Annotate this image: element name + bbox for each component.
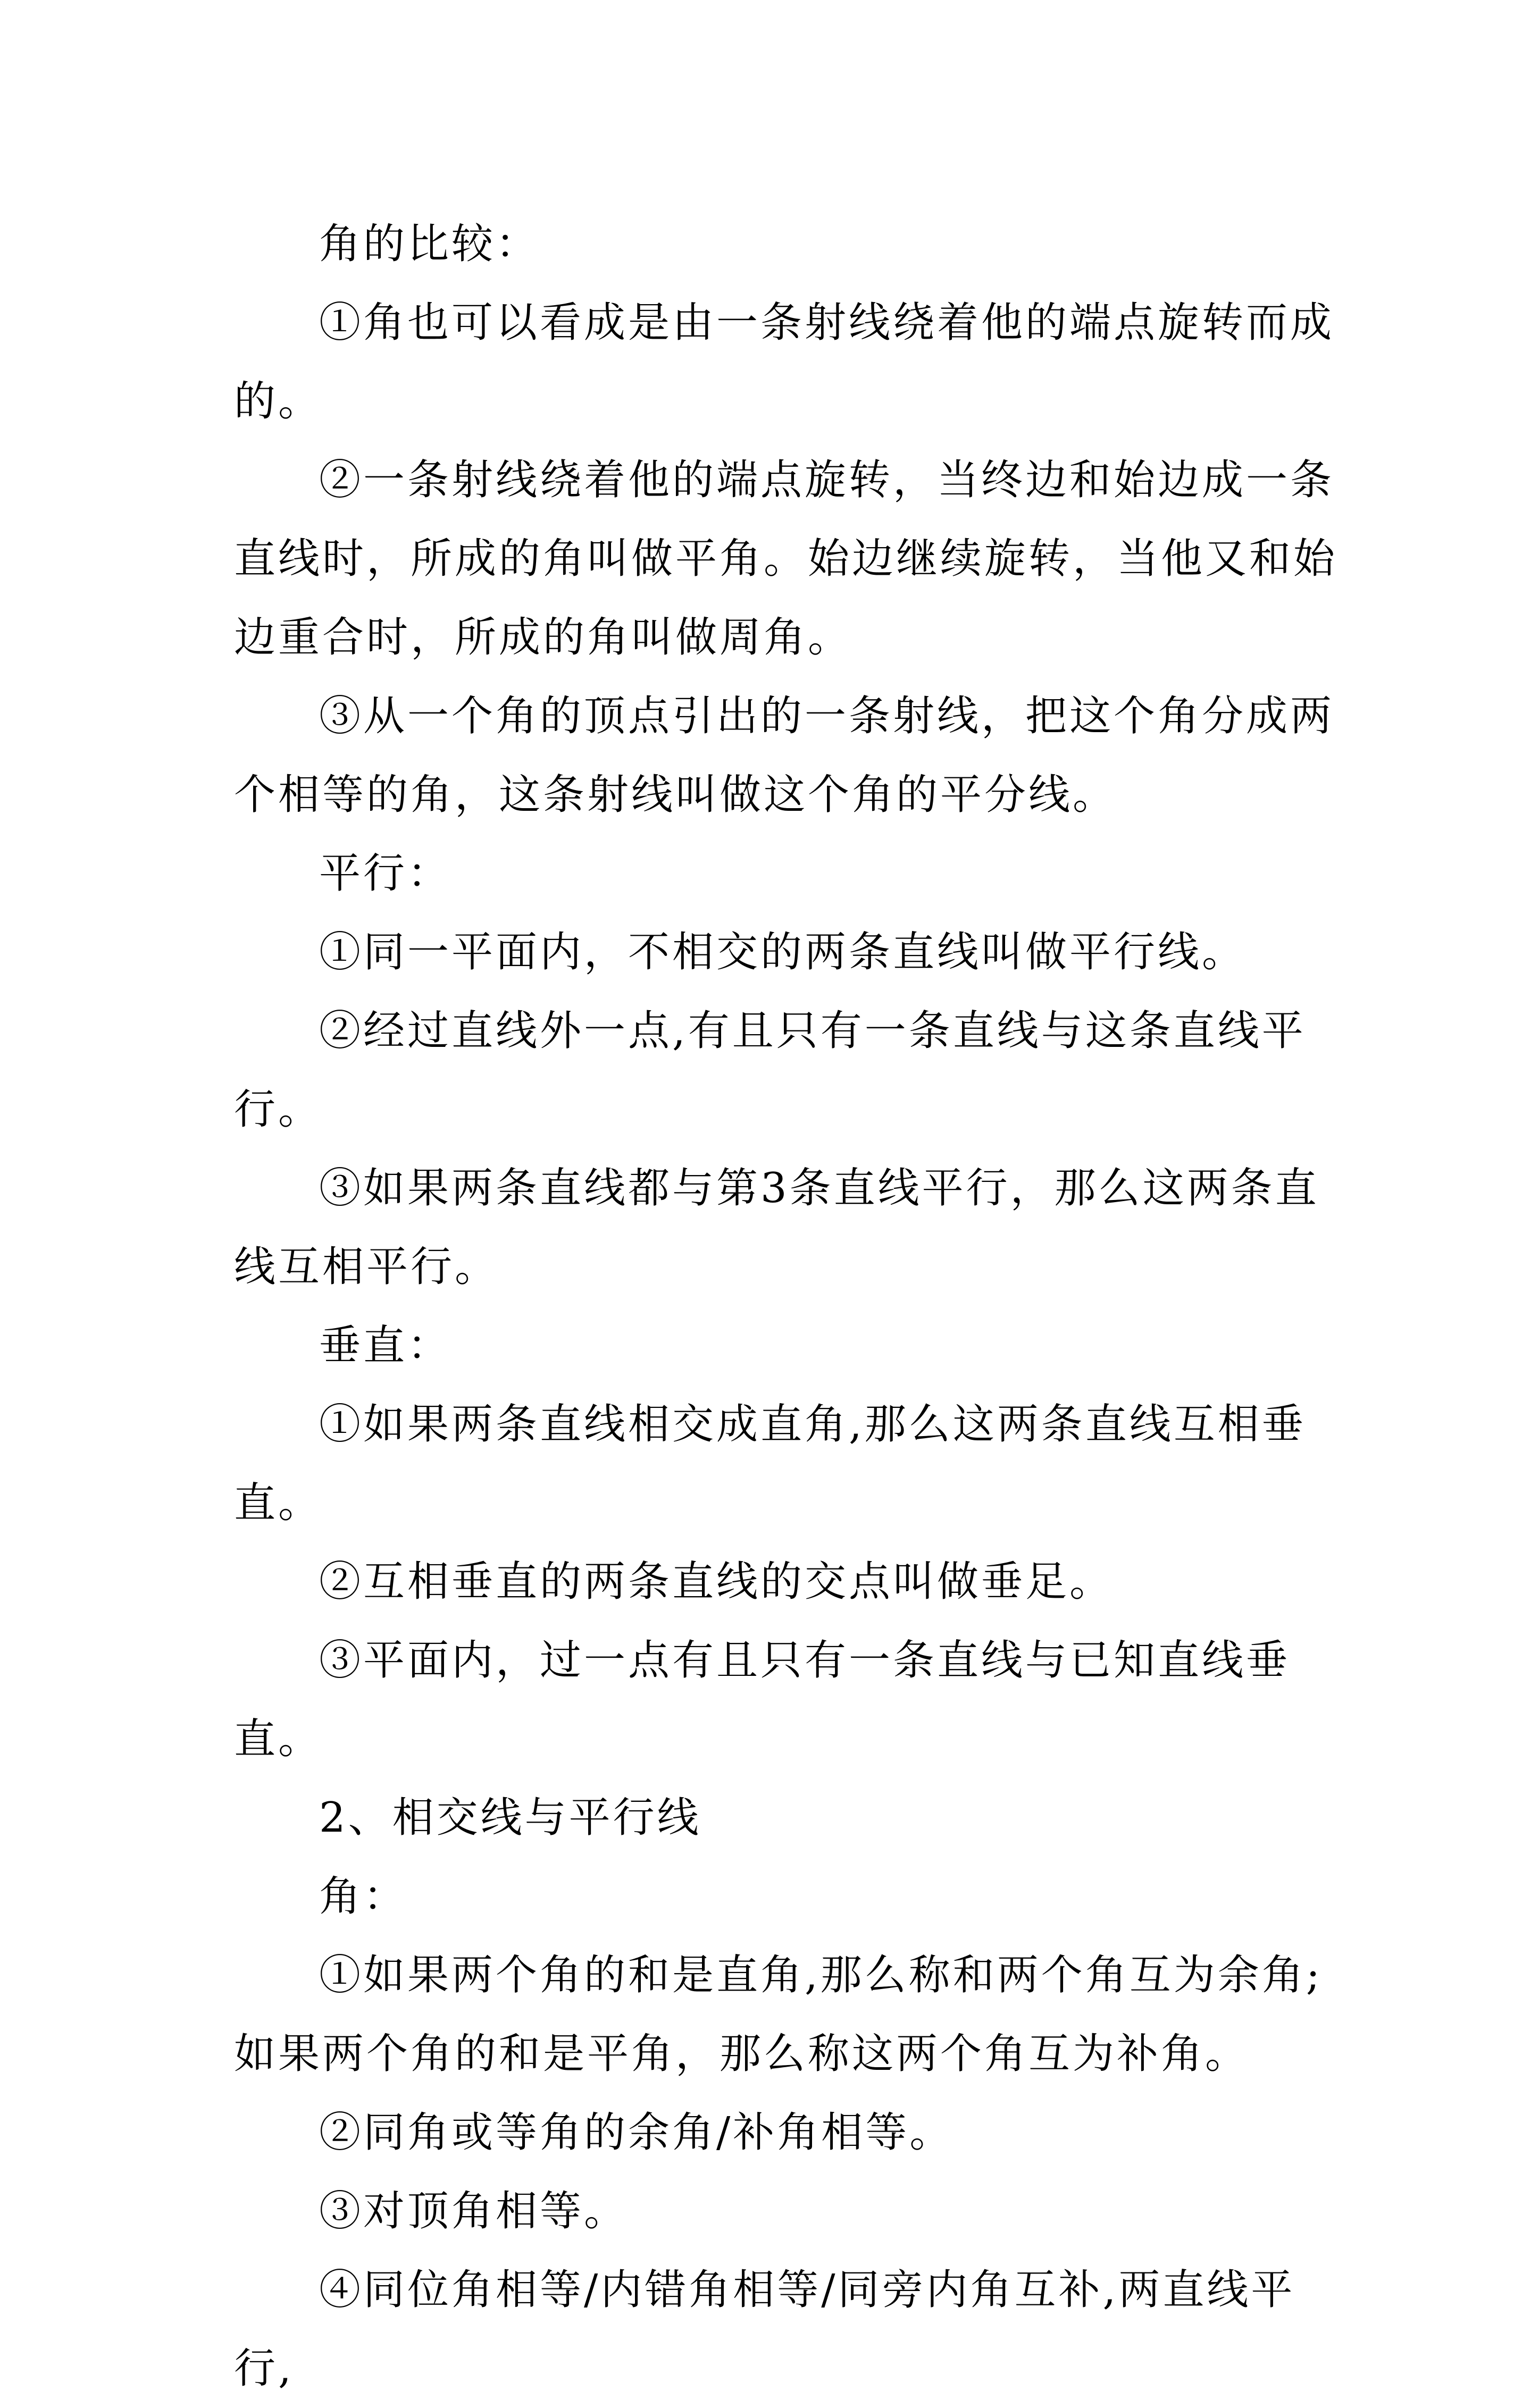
paragraph: ②同角或等角的余角/补角相等。 <box>319 2109 954 2157</box>
paragraph: ③对顶角相等。 <box>319 2187 629 2235</box>
paragraph: ①如果两个角的和是直角,那么称和两个角互为余角;如果两个角的和是平角，那么称这两个角互为补角。 <box>234 1951 1323 2078</box>
paragraph: ③从一个角的顶点引出的一条射线，把这个角分成两个相等的角，这条射线叫做这个角的平分线。 <box>234 692 1335 819</box>
paragraph: ②互相垂直的两条直线的交点叫做垂足。 <box>319 1558 1114 1606</box>
paragraph: ②一条射线绕着他的端点旋转，当终边和始边成一条直线时，所成的角叫做平角。始边继续旋转，当他又和始边重合时，所成的角叫做周角。 <box>234 456 1338 661</box>
paragraph-heading-parallel: 平行： <box>319 850 452 897</box>
paragraph-heading-angles: 角： <box>319 1873 408 1920</box>
paragraph-heading-perpendicular: 垂直： <box>319 1322 452 1370</box>
paragraph: ①角也可以看成是由一条射线绕着他的端点旋转而成的。 <box>234 299 1335 425</box>
paragraph: ③平面内，过一点有且只有一条直线与已知直线垂直。 <box>234 1637 1291 1763</box>
paragraph: ②经过直线外一点,有且只有一条直线与这条直线平行。 <box>234 1007 1306 1134</box>
paragraph-heading-angle-comparison: 角的比较： <box>319 220 540 268</box>
document-body <box>234 205 1337 2408</box>
paragraph: ①如果两条直线相交成直角,那么这两条直线互相垂直。 <box>234 1400 1306 1527</box>
paragraph: ③如果两条直线都与第3条直线平行，那么这两条直线互相平行。 <box>234 1164 1319 1291</box>
paragraph: ①同一平面内，不相交的两条直线叫做平行线。 <box>319 928 1247 976</box>
paragraph: ④同位角相等/内错角相等/同旁内角互补,两直线平行, <box>234 2266 1295 2393</box>
section-heading-intersecting-and-parallel-lines: 2、相交线与平行线 <box>319 1794 701 1842</box>
